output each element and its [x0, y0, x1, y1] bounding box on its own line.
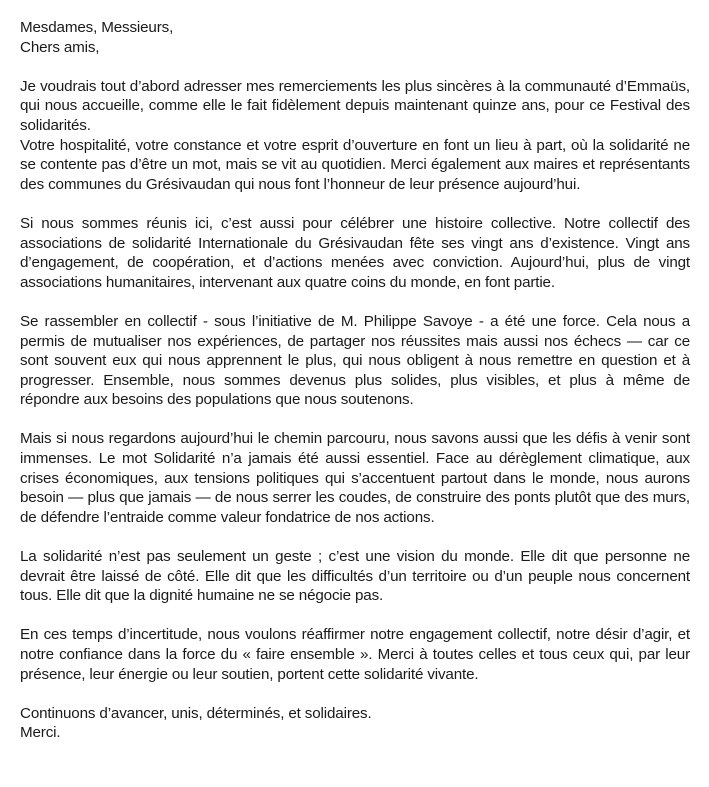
closing — [20, 704, 690, 743]
closing-line-thanks: Merci. — [20, 724, 61, 742]
paragraph-thanks-emmaus: Je voudrais tout d’abord adresser mes remerciements les plus sincères à la communauté d’Emmaüs, qui nous accueille, comme elle le fait fidèlement depuis maintenant quinze ans, pour ce Festival des solidarités. — [20, 77, 690, 134]
speech-document — [20, 18, 690, 743]
paragraph-collective-history: Si nous sommes réunis ici, c’est aussi pour célébrer une histoire collective. Notre collectif des associations de solidarité Internationale du Grésivaudan fête ses vingt ans d’existence. Vingt ans d’engagement, de coopération, et d’actions menées avec conviction. Aujourd’hui, plus de vingt associations humanitaires, intervenant aux quatre coins du monde, en font partie. — [20, 214, 690, 291]
paragraph-collective-strength: Se rassembler en collectif - sous l’initiative de M. Philippe Savoye - a été une force. Cela nous a permis de mutualiser nos expériences, de partager nos réussites mais aussi nos échecs — car ce sont souvent eux qui nous apprennent le plus, qui nous obligent à nous remettre en question et à progresser. Ensemble, nous sommes devenus plus solides, plus visibles, et plus à même de répondre aux besoins des populations que nous soutenons. — [20, 312, 690, 409]
greeting-line-salutation: Mesdames, Messieurs, — [20, 19, 174, 36]
paragraph-reaffirmation: En ces temps d’incertitude, nous voulons réaffirmer notre engagement collectif, notre désir d’agir, et notre confiance dans la force du « faire ensemble ». Merci à toutes celles et tous ceux qui, par leur présence, leur énergie ou leur soutien, portent cette solidarité vivante. — [20, 626, 690, 683]
paragraph-challenges: Mais si nous regardons aujourd’hui le chemin parcouru, nous savons aussi que les défis à venir sont immenses. Le mot Solidarité n’a jamais été aussi essentiel. Face au dérèglement climatique, aux crises économiques, aux tensions politiques qui s’accentuent partout dans le monde, nous aurons besoin — plus que jamais — de nous serrer les coudes, de construire des ponts plutôt que des murs, de défendre l’entraide comme valeur fondatrice de nos actions. — [20, 430, 690, 526]
paragraph-hospitality: Votre hospitalité, votre constance et votre esprit d’ouverture en font un lieu à part, où la solidarité ne se contente pas d’être un mot, mais se vit au quotidien. Merci également aux maires et représentants des communes du Grésivaudan qui nous font l’honneur de leur présence aujourd’hui. — [20, 136, 690, 193]
greeting — [20, 18, 690, 57]
greeting-line-friends: Chers amis, — [20, 38, 100, 56]
closing-line-continue: Continuons d’avancer, unis, déterminés, et solidaires. — [20, 704, 372, 722]
paragraph-solidarity-vision: La solidarité n’est pas seulement un geste ; c’est une vision du monde. Elle dit que personne ne devrait être laissé de côté. Elle dit que les difficultés d’un territoire ou d’un peuple nous concernent tous. Elle dit que la dignité humaine ne se négocie pas. — [20, 548, 690, 605]
